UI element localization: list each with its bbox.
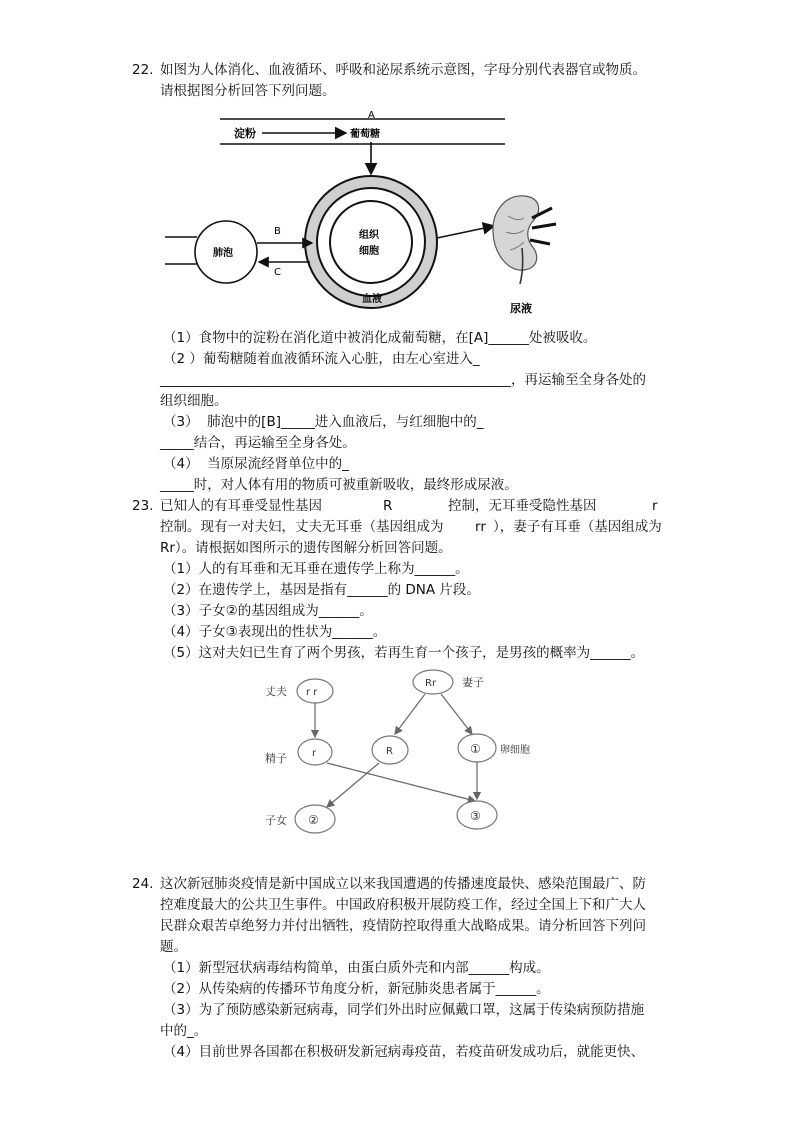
sub-question: （2）在遗传学上，基因是指有______的 DNA 片段。 [163,582,480,598]
sub-question: （3）为了预防感染新冠病毒，同学们外出时应佩戴口罩，这属于传染病预防措施 [163,1002,645,1018]
sub-question: （2 ）葡萄糖随着血液循环流入心脏，由左心室进入_ [163,351,480,367]
question-stem: 已知人的有耳垂受显性基因 [160,498,322,514]
sub-question: （4）子女③表现出的性状为______。 [163,624,387,640]
question-stem: 这次新冠肺炎疫情是新中国成立以来我国遭遇的传播速度最快、感染范围最广、防 [160,876,646,892]
question-stem: R [383,498,393,514]
kidney-icon [493,196,556,284]
question-number: 24. [132,876,154,892]
child-3-label: ③ [470,809,481,823]
question-stem: ），妻子有耳垂（基因组成为 [493,519,662,535]
urine-label: 尿液 [510,302,532,315]
question-number: 22. [132,62,154,78]
arrow [327,763,475,801]
tissue-cell-inner [330,201,412,283]
sub-question: （3）子女②的基因组成为______。 [163,603,373,619]
sperm-label: 精子 [265,752,287,765]
question-stem: 题。 [160,939,187,955]
sub-question: （4） 当原尿流经肾单位中的_ [163,456,349,472]
sub-question: （1）新型冠状病毒结构简单，由蛋白质外壳和内部______构成。 [163,960,550,976]
question-stem: 民群众艰苦卓绝努力并付出牺牲，疫情防控取得重大战略成果。请分析回答下列问 [160,918,646,934]
sub-question: 中的_。 [160,1023,208,1039]
question-number: 23. [132,498,154,514]
question-stem: 控难度最大的公共卫生事件。中国政府积极开展防疫工作，经过全国上下和广大人 [160,897,646,913]
question-stem: 如图为人体消化、血液循环、呼吸和泌尿系统示意图，字母分别代表器官或物质。 [160,62,646,78]
question-stem: 控制，无耳垂受隐性基因 [448,498,597,514]
label-c: C [274,267,281,278]
husband-gene: r r [306,687,318,698]
physiology-diagram [160,108,580,318]
arrow [441,694,472,734]
tissue-label: 细胞 [359,246,379,257]
sub-question: _____时，对人体有用的物质可被重新吸收，最终形成尿液。 [160,477,518,493]
question-stem: 请根据图分析回答下列问题。 [160,83,336,99]
label-b: B [274,226,281,237]
starch-label: 淀粉 [234,127,256,140]
egg-1-label: ① [470,742,481,756]
sub-question: 组织细胞。 [160,393,228,409]
children-label: 子女 [265,814,287,827]
question-stem: rr [475,519,486,535]
egg-r-gene: R [386,746,393,757]
egg-cell-label: 卵细胞 [500,745,530,756]
child-2-label: ② [308,813,319,827]
sub-question: （3） 肺泡中的[B]_____进入血液后，与红细胞中的_ [163,414,484,430]
question-stem: Rr）。请根据如图所示的遗传图解分析回答问题。 [160,540,452,556]
inheritance-diagram [255,664,545,844]
husband-label: 丈夫 [265,685,287,698]
arrow [395,694,425,734]
sperm-gene: r [312,748,317,759]
wife-gene: Rr [425,678,437,689]
wife-label: 妻子 [462,676,484,689]
alveolus-label: 肺泡 [213,248,233,259]
sub-question: （1）食物中的淀粉在消化道中被消化成葡萄糖，在[A]______处被吸收。 [163,330,597,346]
tissue-label: 组织 [359,230,379,241]
sub-question: （5）这对夫妇已生育了两个男孩，若再生育一个孩子，是男孩的概率为______。 [163,645,645,661]
sub-question: ____________________________________________________，再运输至全身各处的 [160,372,646,388]
sub-question: （2）从传染病的传播环节角度分析，新冠肺炎患者属于______。 [163,981,550,997]
blood-label: 血液 [362,294,382,305]
sub-question: （1）人的有耳垂和无耳垂在遗传学上称为______。 [163,561,469,577]
label-a: A [368,110,375,121]
arrow-to-kidney [437,226,494,238]
question-stem: r [652,498,658,514]
sub-question: （4）目前世界各国都在积极研发新冠病毒疫苗，若疫苗研发成功后，就能更快、 [163,1044,645,1060]
question-stem: 控制。现有一对夫妇，丈夫无耳垂（基因组成为 [160,519,444,535]
sub-question: _____结合，再运输至全身各处。 [160,435,356,451]
glucose-label: 葡萄糖 [350,129,380,140]
